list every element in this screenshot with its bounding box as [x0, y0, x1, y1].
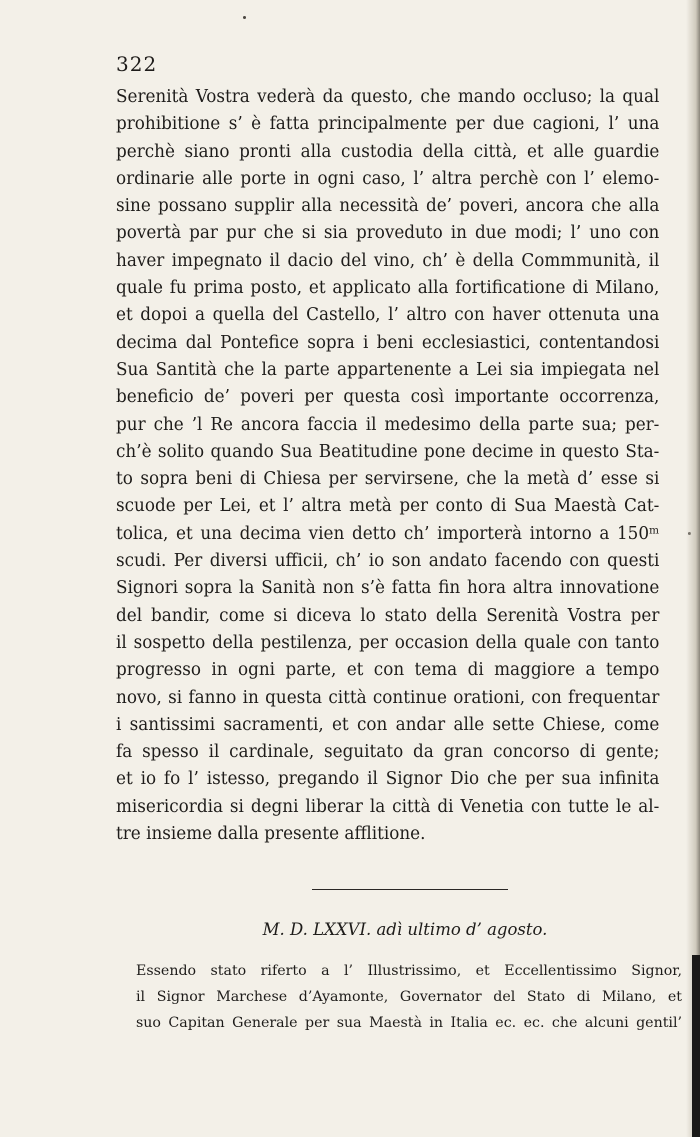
text-line: ch’è solito quando Sua Beatitudine pone decime in questo Sta- [116, 441, 660, 462]
text-line: pur che ’l Re ancora faccia il medesimo della parte sua; per- [116, 414, 660, 435]
section-heading: M. D. LXXVI. adì ultimo d’ agosto. [262, 920, 548, 939]
text-line: il Signor Marchese d’Ayamonte, Governator del Stato di Milano, et [136, 989, 682, 1005]
text-line: il sospetto della pestilenza, per occasion della quale con tanto [116, 632, 660, 653]
text-line: decima dal Pontefice sopra i beni ecclesiastici, contentandosi [116, 332, 660, 353]
section-divider [312, 889, 508, 890]
text-line: perchè siano pronti alla custodia della città, et alle guardie [116, 141, 660, 162]
text-line: misericordia si degni liberar la città di Venetia con tutte le al- [116, 796, 660, 817]
page-edge-dark [692, 955, 700, 1137]
text-line: quale fu prima posto, et applicato alla fortificatione di Milano, [116, 278, 660, 299]
text-line: ordinarie alle porte in ogni caso, l’ altra perchè con l’ elemo- [116, 168, 660, 189]
text-line: fa spesso il cardinale, seguitato da gran concorso di gente; [116, 742, 660, 763]
text-line: i santissimi sacramenti, et con andar alle sette Chiese, come [116, 714, 660, 735]
text-line: et dopoi a quella del Castello, l’ altro con haver ottenuta una [116, 305, 660, 326]
text-line: suo Capitan Generale per sua Maestà in Italia ec. ec. che alcuni gentil’ [136, 1015, 682, 1031]
text-line: et io fo l’ istesso, pregando il Signor Dio che per sua infinita [116, 769, 660, 790]
text-line: Essendo stato riferto a l’ Illustrissimo, et Eccellentissimo Signor, [136, 963, 682, 979]
page-number: 322 [116, 52, 158, 76]
text-line: beneficio de’ poveri per questa così importante occorrenza, [116, 387, 660, 408]
text-line: del bandir, come si diceva lo stato della Serenità Vostra per [116, 605, 660, 626]
text-line: Serenità Vostra vederà da questo, che mando occluso; la qual [116, 87, 660, 107]
text-line: Signori sopra la Sanità non s’è fatta fin hora altra innovatione [116, 578, 660, 599]
text-line: sine possano supplir alla necessità de’ poveri, ancora che alla [116, 196, 660, 217]
text-line: Sua Santità che la parte appartenente a Lei sia impiegata nel [116, 359, 660, 380]
text-line: prohibitione s’ è fatta principalmente per due cagioni, l’ una [116, 114, 660, 135]
text-line: to sopra beni di Chiesa per servirsene, che la metà d’ esse si [116, 469, 660, 490]
document-text-block [136, 958, 682, 1036]
text-line: tre insieme dalla presente afflitione. [116, 824, 426, 845]
paper-speck [243, 16, 246, 19]
text-line: progresso in ogni parte, et con tema di maggiore a tempo [116, 660, 660, 681]
text-line: povertà par pur che si sia proveduto in due modi; l’ uno con [116, 223, 660, 244]
text-line: scuode per Lei, et l’ altra metà per conto di Sua Maestà Cat- [116, 496, 660, 517]
text-line: tolica, et una decima vien detto ch’ importerà intorno a 150ᵐ [116, 523, 660, 544]
text-line: haver impegnato il dacio del vino, ch’ è della Commmunità, il [116, 250, 660, 271]
text-line: novo, si fanno in questa città continue orationi, con frequentar [116, 687, 660, 708]
text-line: scudi. Per diversi ufficii, ch’ io son andato facendo con questi [116, 551, 660, 572]
main-text-block [116, 84, 682, 848]
